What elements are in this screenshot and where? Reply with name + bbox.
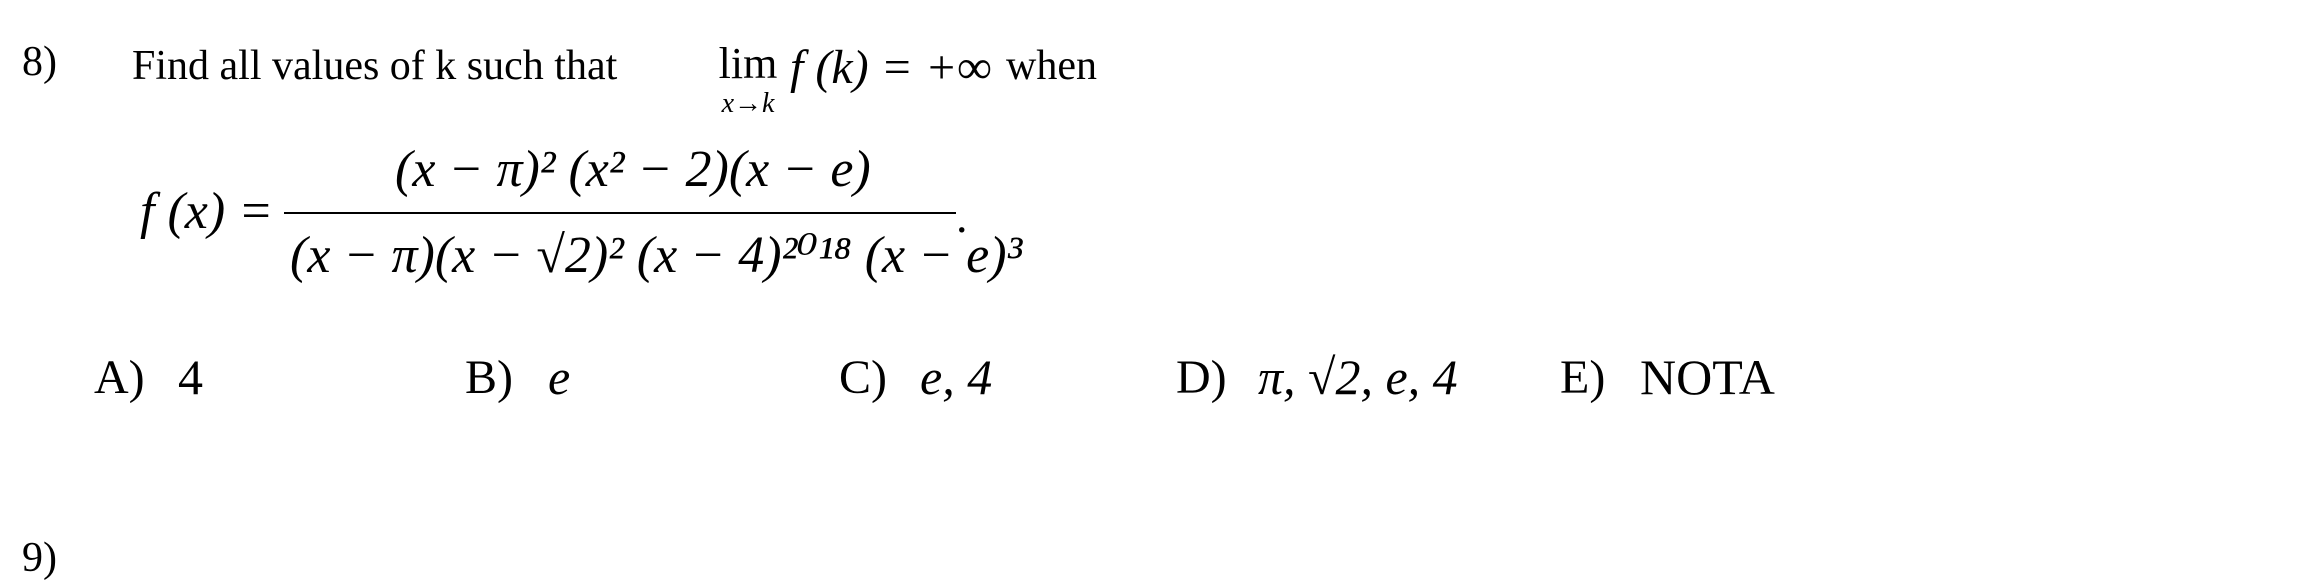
- option-c-label: C): [839, 351, 887, 404]
- limit-expression: f (k) = +∞: [790, 41, 992, 94]
- option-a-value: 4: [178, 349, 203, 405]
- when-word: when: [1006, 43, 1097, 89]
- limit-operator: [708, 38, 788, 118]
- option-c-value: e, 4: [920, 349, 993, 405]
- option-b-label: B): [465, 351, 513, 404]
- fraction-bar: [284, 212, 956, 214]
- limit-word: lim: [718, 39, 778, 88]
- limit-subscript: x→k: [721, 88, 775, 119]
- option-e-label: E): [1560, 351, 1606, 404]
- option-d-label: D): [1176, 351, 1227, 404]
- fraction-denominator: (x − π)(x − √2)² (x − 4)²⁰¹⁸ (x − e)³: [290, 227, 1023, 284]
- option-b-value: e: [548, 349, 571, 405]
- fraction-numerator: (x − π)² (x² − 2)(x − e): [395, 141, 871, 198]
- question-prompt: Find all values of k such that: [132, 43, 618, 89]
- function-lhs: f (x) =: [140, 183, 274, 240]
- question-number: 8): [22, 39, 57, 85]
- next-question-number: 9): [22, 535, 57, 581]
- option-a-label: A): [94, 351, 145, 404]
- option-d-value: π, √2, e, 4: [1258, 349, 1458, 405]
- option-e-value: NOTA: [1640, 349, 1775, 405]
- terminal-period: .: [956, 191, 968, 242]
